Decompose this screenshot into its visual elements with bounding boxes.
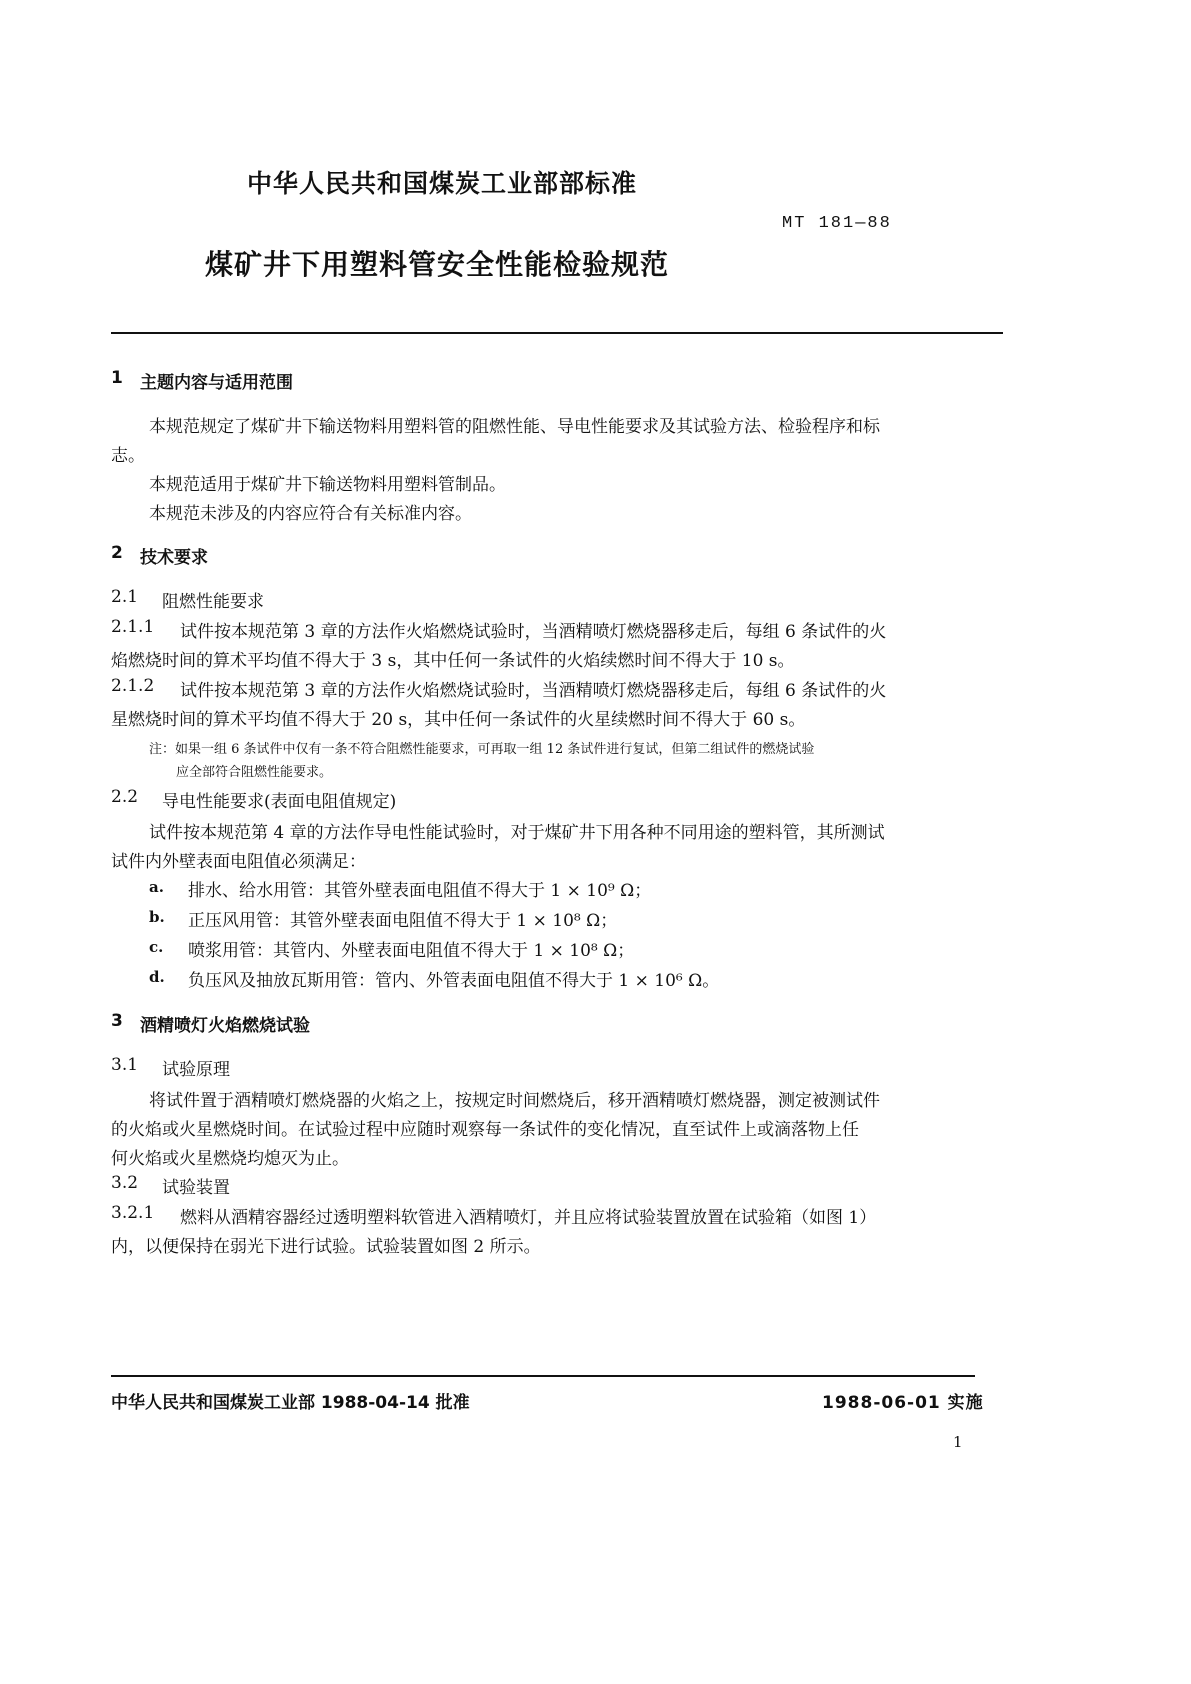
note-line-1: 注：如果一组 6 条试件中仅有一条不符合阻燃性能要求，可再取一组 12 条试件进行复试，但第二组试件的燃烧试验 — [149, 742, 815, 757]
section-1-para-1-line-2: 志。 — [111, 446, 145, 466]
clause-3-2-number: 3.2 — [111, 1173, 139, 1193]
document-title: 煤矿井下用塑料管安全性能检验规范 — [205, 248, 670, 281]
clause-3-2-1-number: 3.2.1 — [111, 1203, 155, 1223]
clause-2-1-2-number: 2.1.2 — [111, 676, 155, 696]
clause-3-2-1-line-1: 燃料从酒精容器经过透明塑料软管进入酒精喷灯，并且应将试验装置放置在试验箱（如图 1） — [180, 1208, 877, 1228]
clause-2-1-2-line-2: 星燃烧时间的算术平均值不得大于 20 s，其中任何一条试件的火星续燃时间不得大于 60 s。 — [111, 710, 806, 730]
section-2-heading: 技术要求 — [140, 548, 208, 568]
header-rule — [111, 332, 1003, 334]
clause-2-1-number: 2.1 — [111, 587, 139, 607]
clause-2-2-line-1: 试件按本规范第 4 章的方法作导电性能试验时，对于煤矿井下用各种不同用途的塑料管，其所测试 — [149, 823, 885, 843]
section-2-number: 2 — [111, 543, 123, 563]
page-number: 1 — [953, 1433, 963, 1451]
section-1-para-1-line-1: 本规范规定了煤矿井下输送物料用塑料管的阻燃性能、导电性能要求及其试验方法、检验程序和标 — [149, 417, 880, 437]
list-item-a-label: a. — [149, 878, 164, 896]
standard-code: MT 181—88 — [782, 214, 892, 233]
clause-3-2-1-line-2: 内，以便保持在弱光下进行试验。试验装置如图 2 所示。 — [111, 1237, 541, 1257]
section-1-para-2: 本规范适用于煤矿井下输送物料用塑料管制品。 — [149, 475, 506, 495]
clause-3-1-title: 试验原理 — [162, 1060, 230, 1080]
list-item-c-label: c. — [149, 938, 164, 956]
footer-rule — [111, 1375, 975, 1377]
clause-3-1-line-1: 将试件置于酒精喷灯燃烧器的火焰之上，按规定时间燃烧后，移开酒精喷灯燃烧器，测定被测试件 — [149, 1091, 880, 1111]
clause-3-1-line-3: 何火焰或火星燃烧均熄灭为止。 — [111, 1149, 349, 1169]
clause-3-1-number: 3.1 — [111, 1055, 139, 1075]
clause-2-2-line-2: 试件内外壁表面电阻值必须满足： — [111, 852, 366, 872]
clause-2-1-title: 阻燃性能要求 — [162, 592, 264, 612]
clause-2-2-title: 导电性能要求(表面电阻值规定) — [162, 792, 397, 812]
effective-date: 1988-06-01 实施 — [822, 1393, 984, 1413]
clause-3-1-line-2: 的火焰或火星燃烧时间。在试验过程中应随时观察每一条试件的变化情况，直至试件上或滴落物上任 — [111, 1120, 859, 1140]
list-item-d-label: d. — [149, 968, 165, 986]
clause-2-1-2-line-1: 试件按本规范第 3 章的方法作火焰燃烧试验时，当酒精喷灯燃烧器移走后，每组 6 条试件的火 — [180, 681, 887, 701]
clause-2-1-1-line-1: 试件按本规范第 3 章的方法作火焰燃烧试验时，当酒精喷灯燃烧器移走后，每组 6 条试件的火 — [180, 622, 887, 642]
issuer-title: 中华人民共和国煤炭工业部部标准 — [247, 169, 638, 198]
approval-line: 中华人民共和国煤炭工业部 1988-04-14 批准 — [111, 1393, 470, 1413]
list-item-c-text: 喷浆用管：其管内、外壁表面电阻值不得大于 1 × 10⁸ Ω； — [188, 941, 635, 961]
list-item-b-text: 正压风用管：其管外壁表面电阻值不得大于 1 × 10⁸ Ω； — [188, 911, 618, 931]
section-3-number: 3 — [111, 1011, 123, 1031]
section-1-heading: 主题内容与适用范围 — [140, 373, 293, 393]
section-1-para-3: 本规范未涉及的内容应符合有关标准内容。 — [149, 504, 472, 524]
clause-2-2-number: 2.2 — [111, 787, 139, 807]
section-3-heading: 酒精喷灯火焰燃烧试验 — [140, 1016, 310, 1036]
list-item-b-label: b. — [149, 908, 165, 926]
clause-2-1-1-line-2: 焰燃烧时间的算术平均值不得大于 3 s，其中任何一条试件的火焰续燃时间不得大于 10 s。 — [111, 651, 795, 671]
section-1-number: 1 — [111, 368, 123, 388]
clause-2-1-1-number: 2.1.1 — [111, 617, 155, 637]
list-item-d-text: 负压风及抽放瓦斯用管：管内、外管表面电阻值不得大于 1 × 10⁶ Ω。 — [188, 971, 720, 991]
note-line-2: 应全部符合阻燃性能要求。 — [176, 765, 333, 780]
list-item-a-text: 排水、给水用管：其管外壁表面电阻值不得大于 1 × 10⁹ Ω； — [188, 881, 652, 901]
clause-3-2-title: 试验装置 — [162, 1178, 230, 1198]
